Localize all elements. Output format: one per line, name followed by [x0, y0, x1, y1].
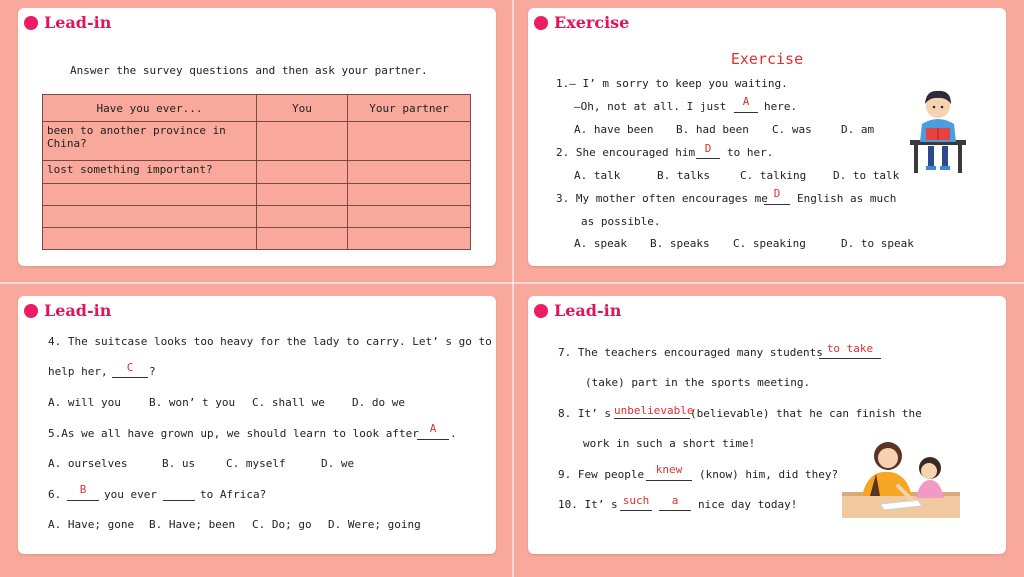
- table-cell: [348, 206, 471, 228]
- question-2: 2. She encouraged him: [556, 146, 696, 159]
- option: C. was: [772, 123, 812, 136]
- question-6: 6.: [48, 488, 62, 501]
- panel-title: Exercise: [554, 13, 630, 32]
- mother-child-illustration: [840, 434, 962, 522]
- question-5-post: .: [450, 427, 457, 440]
- option: C. Do; go: [252, 518, 312, 531]
- question-8: 8. It’ s: [558, 407, 611, 420]
- question-7: 7. The teachers encouraged many students: [558, 346, 823, 359]
- answer-9: knew: [655, 463, 683, 476]
- option: C. speaking: [733, 237, 806, 250]
- option: B. speaks: [650, 237, 710, 250]
- question-7-line2: (take) part in the sports meeting.: [585, 376, 811, 389]
- option: A. talk: [574, 169, 621, 182]
- table-cell: been to another province in China?: [43, 122, 257, 161]
- table-cell: [257, 122, 348, 161]
- question-9: 9. Few people: [558, 468, 645, 481]
- option: D. to talk: [833, 169, 900, 182]
- boy-reading-illustration: [906, 84, 970, 176]
- table-cell: [348, 184, 471, 206]
- slide-questions-4-6: [18, 296, 496, 554]
- table-row: [43, 206, 471, 228]
- answer-blank: [417, 439, 449, 440]
- answer-3: D: [773, 187, 781, 200]
- question-5: 5.As we all have grown up, we should learn to look after: [48, 427, 419, 440]
- panel-header: [24, 13, 111, 32]
- bullet-dot-icon: [24, 16, 38, 30]
- table-cell: [348, 122, 471, 161]
- table-row: [43, 122, 471, 161]
- panel-header: [24, 301, 111, 320]
- option: B. had been: [676, 123, 749, 136]
- option: B. us: [162, 457, 196, 470]
- answer-8: unbelievable: [614, 404, 694, 417]
- question-4-post: ?: [149, 365, 156, 378]
- option: C. myself: [226, 457, 286, 470]
- question-4-line2: help her,: [48, 365, 108, 378]
- table-cell: [257, 161, 348, 184]
- answer-blank: [163, 500, 195, 501]
- table-cell: [348, 228, 471, 250]
- option: A. Have; gone: [48, 518, 135, 531]
- question-3-post: English as much: [797, 192, 897, 205]
- table-cell: [43, 228, 257, 250]
- slide-exercise: [528, 8, 1006, 266]
- option: D. we: [321, 457, 355, 470]
- option: D. do we: [352, 396, 405, 409]
- panel-header: [534, 13, 629, 32]
- answer-blank: [659, 510, 691, 511]
- answer-1: A: [742, 95, 750, 108]
- answer-blank: [734, 112, 758, 113]
- question-1-post: here.: [764, 100, 798, 113]
- answer-10a: such: [622, 494, 650, 507]
- question-1: 1.— I’ m sorry to keep you waiting.: [556, 77, 788, 90]
- option: D. Were; going: [328, 518, 421, 531]
- answer-5: A: [429, 422, 437, 435]
- table-row: [43, 161, 471, 184]
- panel-header: [534, 301, 621, 320]
- answer-blank: [614, 418, 690, 419]
- answer-2: D: [704, 142, 712, 155]
- option: B. won’ t you: [149, 396, 236, 409]
- bullet-dot-icon: [24, 304, 38, 318]
- table-header: Have you ever...: [43, 95, 257, 122]
- answer-10b: a: [671, 494, 679, 507]
- table-cell: [43, 206, 257, 228]
- table-cell: [257, 184, 348, 206]
- option: A. speak: [574, 237, 627, 250]
- slide-questions-7-10: [528, 296, 1006, 554]
- table-row: [43, 184, 471, 206]
- answer-blank: [67, 500, 99, 501]
- table-header: You: [257, 95, 348, 122]
- option: D. to speak: [841, 237, 914, 250]
- slide-survey: [18, 8, 496, 266]
- answer-7: to take: [826, 342, 874, 355]
- panel-title: Lead-in: [554, 301, 622, 320]
- question-2-post: to her.: [727, 146, 774, 159]
- option: A. have been: [574, 123, 654, 136]
- table-row: [43, 228, 471, 250]
- option: B. Have; been: [149, 518, 236, 531]
- survey-instruction: Answer the survey questions and then ask your partner.: [70, 64, 428, 77]
- table-cell: lost something important?: [43, 161, 257, 184]
- answer-6: B: [79, 483, 87, 496]
- option: D. am: [841, 123, 875, 136]
- table-cell: [257, 206, 348, 228]
- exercise-title: Exercise: [730, 50, 804, 68]
- question-9-post: (know) him, did they?: [699, 468, 839, 481]
- option: B. talks: [657, 169, 710, 182]
- option: C. shall we: [252, 396, 325, 409]
- answer-blank: [764, 204, 790, 205]
- question-4: 4. The suitcase looks too heavy for the lady to carry. Let’ s go to: [48, 335, 492, 348]
- option: A. ourselves: [48, 457, 128, 470]
- question-6-mid: you ever: [104, 488, 157, 501]
- answer-blank: [646, 480, 692, 481]
- table-cell: [348, 161, 471, 184]
- bullet-dot-icon: [534, 304, 548, 318]
- answer-blank: [620, 510, 652, 511]
- option: A. will you: [48, 396, 121, 409]
- table-cell: [43, 184, 257, 206]
- answer-blank: [696, 158, 720, 159]
- answer-blank: [112, 377, 148, 378]
- question-10-post: nice day today!: [698, 498, 798, 511]
- bullet-dot-icon: [534, 16, 548, 30]
- panel-title: Lead-in: [44, 13, 112, 32]
- table-header: Your partner: [348, 95, 471, 122]
- question-3: 3. My mother often encourages me: [556, 192, 768, 205]
- table-cell: [257, 228, 348, 250]
- question-6-post: to Africa?: [200, 488, 267, 501]
- panel-title: Lead-in: [44, 301, 112, 320]
- answer-blank: [819, 358, 881, 359]
- question-8-post: (believable) that he can finish the: [690, 407, 922, 420]
- question-8-line2: work in such a short time!: [583, 437, 756, 450]
- survey-table: [42, 94, 471, 250]
- question-1-line2: —Oh, not at all. I just: [574, 100, 727, 113]
- option: C. talking: [740, 169, 807, 182]
- question-10: 10. It’ s: [558, 498, 618, 511]
- question-3-line2: as possible.: [581, 215, 661, 228]
- answer-4: C: [126, 361, 134, 374]
